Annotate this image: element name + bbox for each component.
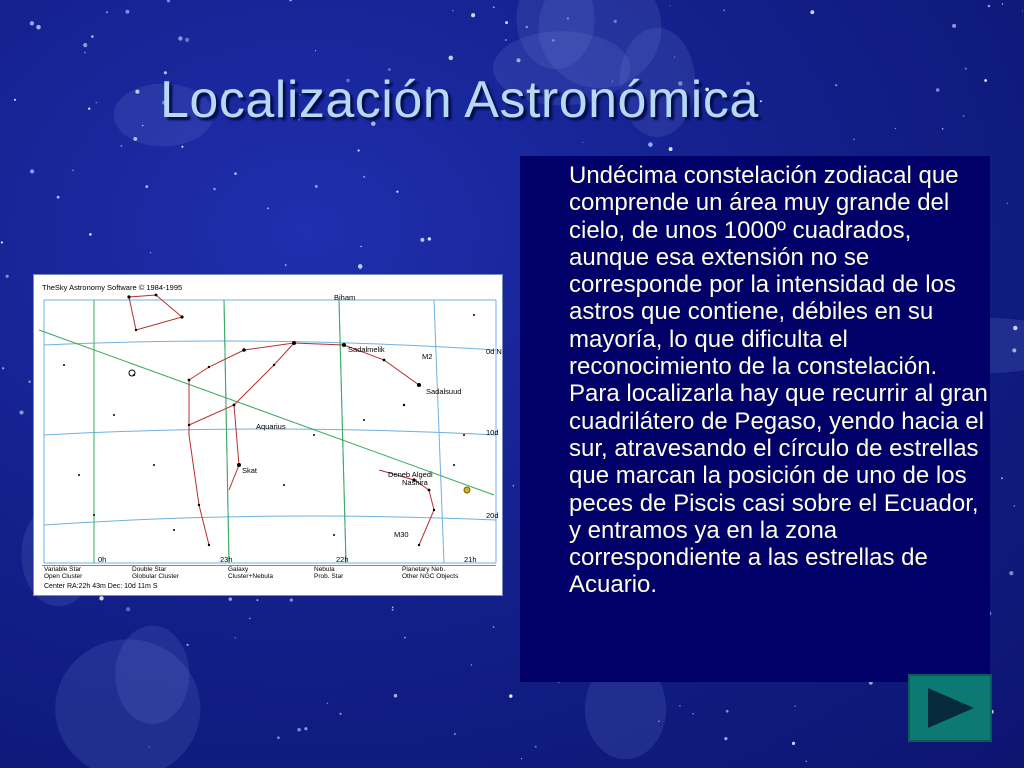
background-star bbox=[963, 115, 965, 117]
background-star bbox=[285, 264, 287, 266]
background-star bbox=[726, 710, 729, 713]
background-star bbox=[6, 275, 9, 278]
meridian-line bbox=[339, 300, 346, 563]
background-star bbox=[84, 52, 86, 54]
constellation-lines bbox=[129, 295, 434, 545]
background-star bbox=[404, 637, 406, 639]
background-star bbox=[449, 56, 454, 61]
background-star bbox=[493, 6, 495, 8]
background-star bbox=[249, 618, 250, 619]
background-star bbox=[315, 185, 318, 188]
meridian-line bbox=[224, 300, 229, 563]
background-star bbox=[724, 737, 727, 740]
slide-title: Localización Astronómica bbox=[160, 71, 759, 129]
background-star bbox=[178, 36, 182, 40]
map-credit: TheSky Astronomy Software © 1984-1995 bbox=[42, 283, 183, 292]
background-star bbox=[984, 79, 987, 82]
background-star bbox=[99, 596, 103, 600]
background-star bbox=[1, 241, 3, 243]
background-star bbox=[339, 713, 341, 715]
background-star bbox=[360, 246, 362, 248]
description-text: Undécima constelación zodiacal que comprende un área muy grande del cielo, de unos 1000º cuadrados, aunque esa extensión no se corresponde por la intensidad de los astros que contiene, débiles en su mayoría, lo que dificulta el reconocimiento de la constelación. Para localizarla hay que recurrir al gran cuadrilátero de Pegaso, yendo hacia el sur, atravesando el círculo de estrellas que marcan la posición de uno de los peces de Piscis casi sobre el Ecuador, y entramos ya en la zona correspondiente a las estrellas de Acuario. bbox=[569, 162, 988, 599]
background-star bbox=[394, 694, 397, 697]
dec-label: 10d bbox=[486, 428, 499, 437]
background-star bbox=[234, 172, 237, 175]
legend-item: Nebula bbox=[314, 566, 335, 573]
dec-label: 20d bbox=[486, 511, 499, 520]
background-star bbox=[670, 5, 671, 6]
background-star bbox=[952, 24, 956, 28]
background-star bbox=[452, 10, 453, 11]
legend-item: Open Cluster bbox=[44, 573, 83, 580]
label-aquarius: Aquarius bbox=[256, 422, 286, 431]
background-star bbox=[760, 100, 762, 102]
background-star bbox=[181, 146, 183, 148]
background-star bbox=[363, 176, 365, 178]
background-star bbox=[358, 264, 363, 269]
dec-label: 0d N bbox=[486, 347, 502, 356]
background-star bbox=[936, 88, 940, 92]
background-star bbox=[187, 644, 189, 646]
legend-item: Planetary Neb. bbox=[402, 566, 445, 573]
ra-label: 21h bbox=[464, 555, 477, 564]
background-star bbox=[1002, 3, 1003, 4]
label-m30: M30 bbox=[394, 530, 409, 539]
background-star bbox=[2, 367, 4, 369]
background-star bbox=[493, 626, 495, 628]
background-star bbox=[277, 736, 280, 739]
background-star bbox=[229, 597, 233, 601]
background-star bbox=[96, 102, 97, 103]
background-star bbox=[428, 237, 431, 240]
background-star bbox=[505, 21, 508, 24]
background-star bbox=[30, 169, 34, 173]
background-star bbox=[1014, 505, 1016, 507]
background-star bbox=[723, 9, 725, 11]
background-star bbox=[20, 411, 24, 415]
background-star bbox=[392, 609, 394, 611]
background-star bbox=[806, 761, 807, 762]
background-star bbox=[505, 39, 507, 41]
star-map-image bbox=[33, 274, 503, 596]
label-nashira: Nashira bbox=[402, 478, 428, 487]
background-star bbox=[471, 13, 475, 17]
label-deneb-algedi: Deneb Algedi bbox=[388, 470, 433, 479]
background-star bbox=[30, 21, 34, 25]
background-star bbox=[213, 188, 216, 191]
label-m2: M2 bbox=[422, 352, 433, 361]
background-star bbox=[1009, 571, 1013, 575]
description-panel bbox=[520, 156, 990, 682]
background-star bbox=[256, 599, 258, 601]
background-star bbox=[145, 185, 148, 188]
background-star bbox=[315, 50, 316, 51]
background-star bbox=[810, 10, 814, 14]
planet-symbol bbox=[464, 487, 470, 493]
background-star bbox=[327, 702, 329, 704]
background-star bbox=[1001, 477, 1003, 479]
background-star bbox=[167, 0, 170, 2]
background-star bbox=[521, 758, 522, 759]
label-sadalmelik: Sadalmelik bbox=[348, 345, 385, 354]
background-star bbox=[120, 145, 122, 147]
background-star bbox=[792, 742, 795, 745]
background-star bbox=[988, 5, 991, 8]
background-star bbox=[83, 43, 87, 47]
background-star bbox=[1007, 203, 1008, 204]
background-star bbox=[358, 149, 360, 151]
background-star bbox=[106, 11, 108, 13]
background-star bbox=[126, 607, 130, 611]
ra-label: 0h bbox=[98, 555, 107, 564]
background-star bbox=[72, 170, 74, 172]
legend-item: Galaxy bbox=[228, 566, 249, 573]
background-star bbox=[895, 128, 896, 129]
background-star bbox=[14, 99, 16, 101]
legend-item: Globular Cluster bbox=[132, 573, 179, 580]
star-map-chart bbox=[34, 275, 502, 595]
background-star bbox=[297, 728, 301, 732]
background-star bbox=[471, 664, 472, 665]
background-star bbox=[679, 705, 680, 706]
next-slide-button[interactable] bbox=[908, 674, 992, 742]
background-star bbox=[835, 84, 837, 86]
background-star bbox=[289, 0, 292, 1]
background-star bbox=[582, 142, 583, 143]
background-star bbox=[535, 746, 537, 748]
background-star bbox=[420, 238, 424, 242]
legend-item: Double Star bbox=[132, 566, 167, 573]
background-star bbox=[267, 207, 269, 209]
label-skat: Skat bbox=[242, 466, 258, 475]
background-star bbox=[853, 139, 855, 141]
background-star bbox=[392, 606, 394, 608]
legend-item: Prob. Star bbox=[314, 573, 344, 580]
background-star bbox=[648, 142, 652, 146]
background-star bbox=[965, 67, 967, 69]
background-star bbox=[669, 147, 673, 151]
background-star bbox=[454, 733, 456, 735]
background-star bbox=[942, 128, 944, 130]
label-biham: Biham bbox=[334, 293, 356, 302]
play-triangle-icon bbox=[922, 685, 978, 731]
background-star bbox=[304, 727, 307, 730]
ra-label: 23h bbox=[220, 555, 233, 564]
background-star bbox=[89, 233, 92, 236]
background-star bbox=[290, 598, 293, 601]
background-star bbox=[185, 38, 189, 42]
background-star bbox=[396, 191, 398, 193]
background-star bbox=[513, 485, 515, 487]
sun-symbol bbox=[129, 370, 135, 376]
background-star bbox=[88, 108, 90, 110]
background-star bbox=[36, 25, 41, 30]
label-sadalsuud: Sadalsuud bbox=[426, 387, 462, 396]
map-legend bbox=[42, 565, 496, 582]
background-star bbox=[57, 196, 60, 199]
background-star bbox=[692, 713, 694, 715]
legend-item: Cluster+Nebula bbox=[228, 573, 273, 580]
map-center-coordinates: Center RA:22h 43m Dec: 10d 11m S bbox=[44, 583, 158, 590]
legend-item: Other NGC Objects bbox=[402, 573, 459, 580]
stars bbox=[63, 294, 475, 547]
background-star bbox=[795, 705, 796, 706]
background-star bbox=[150, 252, 151, 253]
background-star bbox=[28, 380, 31, 383]
background-star bbox=[91, 35, 93, 37]
background-star bbox=[1022, 10, 1023, 11]
background-star bbox=[235, 637, 237, 639]
ra-label: 22h bbox=[336, 555, 349, 564]
background-star bbox=[509, 694, 512, 697]
legend-item: Variable Star bbox=[44, 566, 82, 573]
background-star bbox=[125, 10, 129, 14]
